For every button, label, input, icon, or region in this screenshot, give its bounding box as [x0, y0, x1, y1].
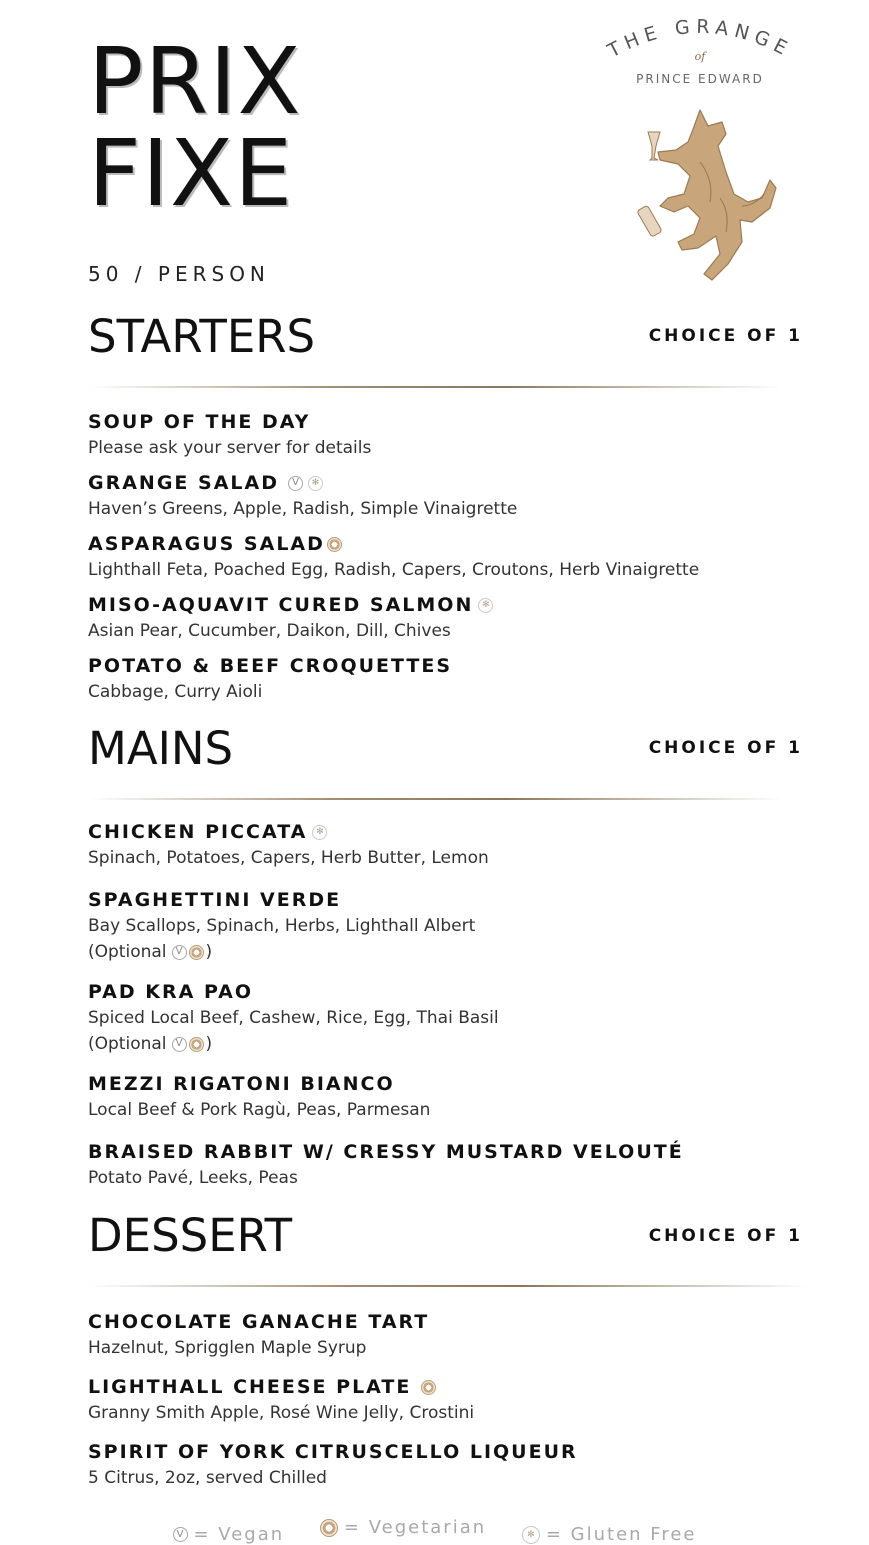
menu-item	[88, 888, 808, 964]
item-name: LIGHTHALL CHEESE PLATE	[88, 1376, 412, 1398]
legend-vegetarian: = Vegetarian	[343, 1517, 487, 1538]
logo-subtitle: PRINCE EDWARD	[636, 72, 764, 86]
gluten-free-icon: ✻	[308, 476, 323, 491]
legend-gluten-free: = Gluten Free	[545, 1524, 697, 1545]
item-description: Hazelnut, Sprigglen Maple Syrup	[88, 1338, 367, 1358]
vegetarian-icon	[189, 1037, 204, 1052]
section-title-mains: MAINS	[88, 722, 234, 775]
menu-item	[88, 654, 808, 704]
item-description: 5 Citrus, 2oz, served Chilled	[88, 1468, 327, 1488]
restaurant-logo	[590, 10, 810, 300]
vegan-icon: V	[173, 1527, 188, 1542]
vegetarian-icon	[327, 537, 342, 552]
item-name: GRANGE SALAD	[88, 472, 279, 494]
fox-illustration-icon	[630, 102, 780, 292]
menu-item	[88, 1072, 808, 1122]
vegetarian-icon	[320, 1519, 338, 1537]
item-description: Local Beef & Pork Ragù, Peas, Parmesan	[88, 1100, 431, 1120]
item-description: Haven’s Greens, Apple, Radish, Simple Vinaigrette	[88, 499, 518, 519]
vegetarian-icon	[421, 1380, 436, 1395]
dessert-choice-label: CHOICE OF 1	[648, 1226, 803, 1246]
mains-divider	[88, 798, 782, 800]
starters-divider	[88, 386, 782, 388]
item-description: Please ask your server for details	[88, 438, 372, 458]
vegan-icon: V	[288, 476, 303, 491]
dietary-legend	[0, 1517, 869, 1545]
menu-item	[88, 1375, 808, 1425]
item-description: Spinach, Potatoes, Capers, Herb Butter, Lemon	[88, 848, 489, 868]
item-description: Spiced Local Beef, Cashew, Rice, Egg, Thai Basil	[88, 1008, 499, 1028]
menu-item	[88, 532, 808, 582]
vegan-icon: V	[172, 1037, 187, 1052]
menu-item	[88, 410, 808, 460]
optional-close: )	[205, 942, 213, 962]
item-optional-note	[88, 1032, 212, 1056]
legend-vegan: = Vegan	[193, 1523, 285, 1545]
item-description: Cabbage, Curry Aioli	[88, 682, 263, 702]
menu-item	[88, 471, 808, 521]
section-title-dessert: DESSERT	[88, 1209, 293, 1262]
item-name: ASPARAGUS SALAD	[88, 533, 325, 555]
item-description: Bay Scallops, Spinach, Herbs, Lighthall Albert	[88, 916, 476, 936]
starters-choice-label: CHOICE OF 1	[648, 326, 803, 346]
item-name: CHOCOLATE GANACHE TART	[88, 1311, 430, 1333]
optional-open: (Optional	[88, 942, 167, 962]
item-description: Granny Smith Apple, Rosé Wine Jelly, Crostini	[88, 1403, 475, 1423]
item-description: Asian Pear, Cucumber, Daikon, Dill, Chives	[88, 621, 451, 641]
menu-item	[88, 820, 808, 870]
menu-item	[88, 593, 808, 643]
vegetarian-icon	[189, 945, 204, 960]
item-name: CHICKEN PICCATA	[88, 821, 308, 843]
item-name: PAD KRA PAO	[88, 981, 253, 1003]
logo-of: of	[694, 50, 706, 63]
item-name: MEZZI RIGATONI BIANCO	[88, 1073, 395, 1095]
gluten-free-icon: ✻	[478, 598, 493, 613]
optional-close: )	[205, 1034, 213, 1054]
dessert-divider	[88, 1285, 808, 1287]
item-name: BRAISED RABBIT W/ CRESSY MUSTARD VELOUTÉ	[88, 1141, 684, 1163]
mains-choice-label: CHOICE OF 1	[648, 738, 803, 758]
logo-name: THE GRANGE	[604, 15, 796, 63]
item-name: POTATO & BEEF CROQUETTES	[88, 655, 453, 677]
vegan-icon: V	[172, 945, 187, 960]
item-name: MISO-AQUAVIT CURED SALMON	[88, 594, 474, 616]
item-name: SPAGHETTINI VERDE	[88, 889, 342, 911]
gluten-free-icon: ✻	[522, 1526, 540, 1544]
item-description: Lighthall Feta, Poached Egg, Radish, Capers, Croutons, Herb Vinaigrette	[88, 560, 700, 580]
menu-item	[88, 980, 808, 1056]
optional-open: (Optional	[88, 1034, 167, 1054]
item-optional-note	[88, 940, 212, 964]
item-name: SOUP OF THE DAY	[88, 411, 311, 433]
gluten-free-icon: ✻	[312, 825, 327, 840]
item-name: SPIRIT OF YORK CITRUSCELLO LIQUEUR	[88, 1441, 578, 1463]
item-description: Potato Pavé, Leeks, Peas	[88, 1168, 298, 1188]
section-title-starters: STARTERS	[88, 310, 316, 363]
menu-item	[88, 1140, 808, 1190]
title-line-2: FIXE	[88, 120, 294, 227]
price-per-person: 50 / PERSON	[88, 262, 270, 286]
title-line-1: PRIX	[88, 28, 302, 135]
menu-item	[88, 1440, 808, 1490]
page-title	[88, 28, 302, 227]
menu-item	[88, 1310, 808, 1360]
